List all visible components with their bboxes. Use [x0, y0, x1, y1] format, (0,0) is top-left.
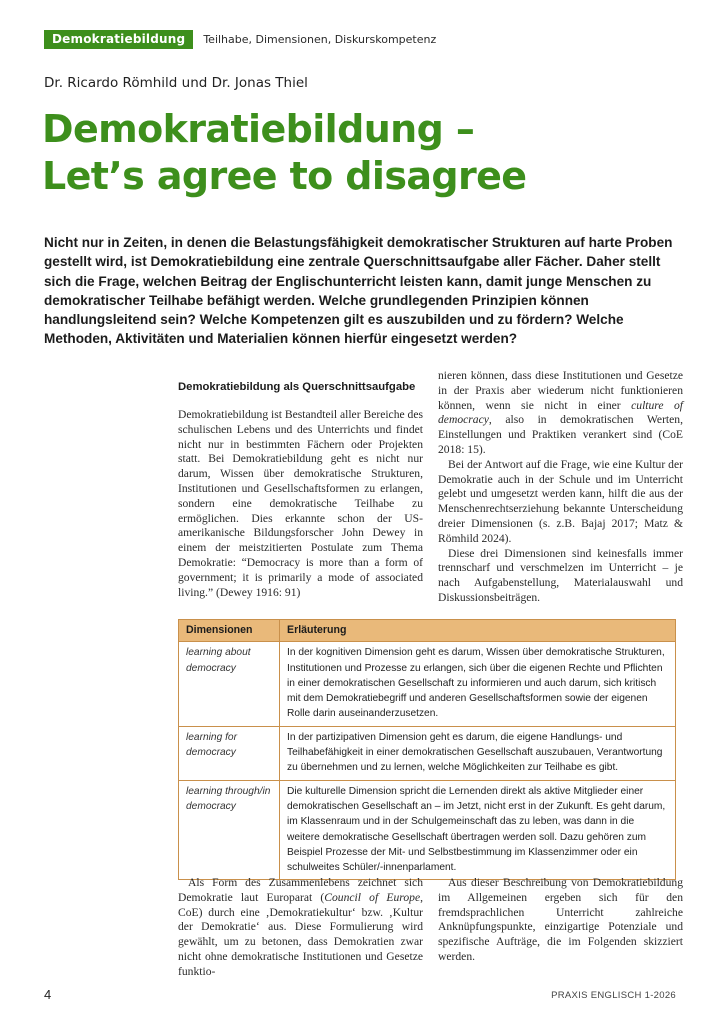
dimensions-table	[178, 619, 676, 880]
text-run: Als Form des Zusammenlebens zeichnet sich Demokratie laut Europarat (	[178, 876, 423, 904]
table-row	[179, 780, 676, 880]
italic-term: culture of democracy	[438, 398, 684, 427]
column-header: Erläuterung	[280, 620, 676, 642]
italic-term: Council of Europe	[324, 890, 421, 904]
text-run: nieren können, dass diese Institutionen und Gesetze in der Praxis aber wiederum nicht funktionieren können, wenn sie nicht in einer	[438, 369, 683, 412]
dimension-cell: learning for democracy	[179, 726, 280, 780]
dimension-cell: learning about democracy	[179, 642, 280, 726]
section-heading: Demokratiebildung als Querschnittsaufgabe	[178, 381, 416, 393]
title-line-2: Let’s agree to disagree	[42, 154, 527, 198]
article-title	[42, 106, 526, 200]
body-column-left-bottom	[178, 876, 423, 980]
page-number: 4	[44, 987, 52, 1002]
body-paragraph	[178, 876, 423, 980]
table-row	[179, 642, 676, 726]
category-badge: Demokratiebildung	[44, 30, 193, 49]
dimension-cell: learning through/in democracy	[179, 780, 280, 880]
body-column-right	[438, 369, 683, 606]
body-paragraph: Demokratiebildung ist Bestandteil aller Bereiche des schulischen Lebens und des Unterrichts und findet nicht nur in bestimmten Fächern oder Projekten statt. Bei Demokratiebildung geht es nicht nur darum, Wissen über demokratische Strukturen, Institutionen und Gesellschaftsformen zu erlangen, sondern eine demokratische Teilhabe zu ermöglichen. Dies erkannte schon der US-amerikanische Bildungsforscher John Dewey in einem der meistzitierten Postulate zum Thema Demokratie: “Democracy is more than a form of government; it is primarily a mode of associated living.” (Dewey 1916: 91)	[178, 408, 424, 599]
author-line: Dr. Ricardo Römhild und Dr. Jonas Thiel	[44, 75, 308, 91]
title-line-1: Demokratiebildung –	[42, 107, 475, 151]
body-paragraph	[438, 369, 683, 458]
article-kicker	[44, 30, 436, 49]
explanation-cell: In der kognitiven Dimension geht es darum, Wissen über demokratische Strukturen, Institutionen und Prozesse zu erlangen, sich über die eigenen Rechte und Pflichten in einer demokratischen Gesellschaft zu informieren und auch darum, sich kritisch mit dem Demokratiebegriff und anderen Gesellschaftsformen sowie der eigenen Rolle darin auseinanderzusetzen.	[280, 642, 676, 726]
column-header: Dimensionen	[179, 620, 280, 642]
explanation-cell: Die kulturelle Dimension spricht die Lernenden direkt als aktive Mitglieder einer demokratischen Gesellschaft an – im Jetzt, nicht erst in der Zukunft. Es geht darum, im Klassenraum und in der Schulgemeinschaft das zu leben, was dann in die weitere demokratische Gesellschaft übertragen werden soll. Dazu gehören zum Beispiel Prozesse der Mit- und Selbstbestimmung im Klassenzimmer oder ein schulweites Schüler/-innenparlament.	[280, 780, 676, 880]
table-row	[179, 726, 676, 780]
magazine-issue: PRAXIS ENGLISCH 1-2026	[551, 990, 676, 1001]
table-header-row	[179, 620, 676, 642]
body-column-right-bottom	[438, 876, 683, 965]
body-column-left	[178, 380, 423, 600]
body-paragraph: Bei der Antwort auf die Frage, wie eine Kultur der Demokratie auch in der Schule und im Unterricht gelebt und umgesetzt werden kann, hilft die aus der Menschenrechtserziehung bekannte Unterscheidung dreier Dimensionen (s. z.B. Bajaj 2017; Matz & Römhild 2024).	[438, 457, 683, 545]
body-paragraph: Diese drei Dimensionen sind keinesfalls immer trennscharf und verschmelzen im Unterricht – je nach Aufgabenstellung, Materialauswahl und Diskussionsbeiträgen.	[438, 546, 683, 604]
text-run: , CoE) durch eine ‚Demokratiekultur‘ bzw. ‚Kultur der Demokratie‘ aus. Diese Formulierung wird gewählt, um zu betonen, dass Demokratien zwar nicht ohne demokratische Institutionen und Gesetze funktio-	[178, 890, 423, 978]
explanation-cell: In der partizipativen Dimension geht es darum, die eigene Handlungs- und Teilhabefähigkeit in einer demokratischen Gesellschaft auszubauen, Verantwortung zu übernehmen und zu lernen, welche Möglichkeiten zur Teilhabe es gibt.	[280, 726, 676, 780]
topic-keywords: Teilhabe, Dimensionen, Diskurskompetenz	[203, 33, 437, 46]
text-run: , also in demokratischen Werten, Einstellungen und Praktiken verankert sind (CoE 2018: 15).	[438, 413, 683, 456]
body-paragraph: Aus dieser Beschreibung von Demokratiebildung im Allgemeinen ergeben sich für den fremdsprachlichen Unterricht zahlreiche Anknüpfungspunkte, einzigartige Potenziale und spezifische Aufträge, die im Folgenden skizziert werden.	[438, 876, 683, 963]
lead-paragraph: Nicht nur in Zeiten, in denen die Belastungsfähigkeit demokratischer Strukturen auf harte Proben gestellt wird, ist Demokratiebildung eine zentrale Querschnittsaufgabe aller Fächer. Daher stellt sich die Frage, welchen Beitrag der Englischunterricht leisten kann, damit junge Menschen zu demokratischer Teilhabe befähigt werden. Welche grundlegenden Prinzipien können handlungsleitend sein? Welche Kompetenzen gilt es auszubilden und zu fördern? Welche Methoden, Aktivitäten und Materialien können hierfür eingesetzt werden?	[44, 235, 673, 347]
